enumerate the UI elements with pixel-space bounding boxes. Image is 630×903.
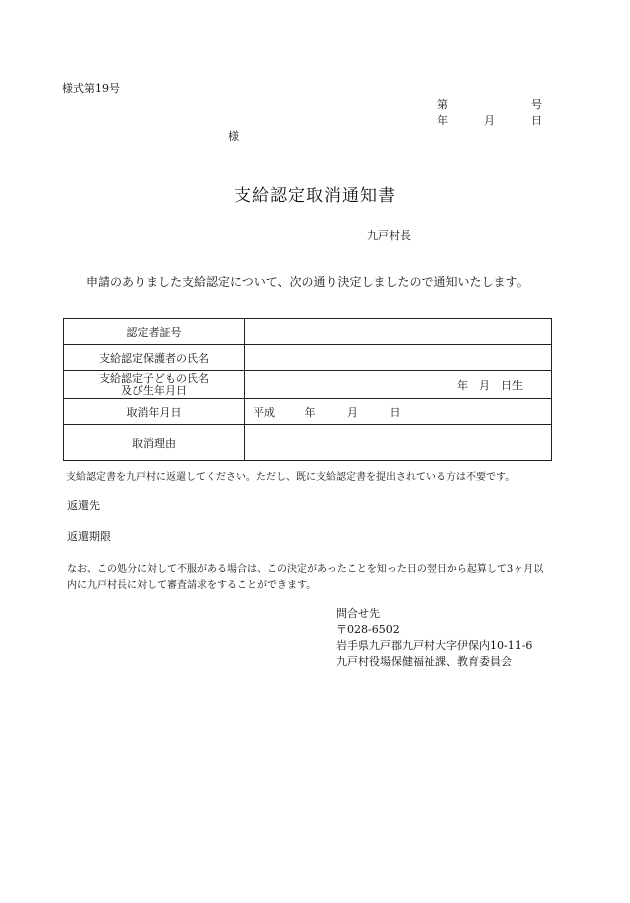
- appeal-notice-line2: 内に九戸村長に対して審査請求をすることができます。: [67, 580, 317, 591]
- child-name-label-line1: 支給認定子どもの氏名: [99, 371, 209, 385]
- appeal-notice-line1: なお、この処分に対して不服がある場合は、この決定があったことを知った日の翌日から起算して3ヶ月以: [67, 564, 544, 575]
- document-title: 支給認定取消通知書: [234, 186, 396, 206]
- child-name-label-line2: 及び生年月日: [121, 383, 187, 397]
- table-row: [64, 371, 552, 399]
- cancellation-era: 平成: [253, 405, 275, 419]
- return-to-label: 返還先: [67, 499, 100, 512]
- contact-postal-code: 〒028-6502: [336, 623, 400, 636]
- issuer: 九戸村長: [367, 229, 411, 242]
- child-name-label: [64, 371, 245, 399]
- table-row: [64, 345, 552, 371]
- date-year: 年: [437, 114, 448, 127]
- return-note: 支給認定書を九戸村に返還してください。ただし、既に支給認定書を提出されている方は不要です。: [66, 472, 516, 483]
- cancellation-reason-value: [245, 425, 552, 461]
- date-day: 日: [531, 114, 542, 127]
- certificate-number-label: 認定者証号: [64, 319, 245, 345]
- contact-heading: 問合せ先: [336, 607, 380, 620]
- contact-address: 岩手県九戸郡九戸村大字伊保内10-11-6: [336, 639, 533, 652]
- cancellation-date-label: 取消年月日: [64, 399, 245, 425]
- intro-text: 申請のありました支給認定について、次の通り決定しましたので通知いたします。: [86, 275, 529, 289]
- addressee-suffix: 様: [228, 130, 239, 143]
- cancellation-day: 日: [389, 405, 401, 419]
- guardian-name-value: [245, 345, 552, 371]
- child-name-label-text: [99, 373, 209, 397]
- return-deadline-label: 返還期限: [67, 530, 111, 543]
- cancellation-year: 年: [304, 405, 316, 419]
- table-row: [64, 425, 552, 461]
- table-row: [64, 319, 552, 345]
- decision-table: [63, 318, 552, 461]
- document-number-prefix: 第: [437, 98, 448, 111]
- form-number: 様式第19号: [62, 82, 120, 95]
- child-birthdate-value: 年 月 日生: [245, 371, 552, 399]
- contact-department: 九戸村役場保健福祉課、教育委員会: [336, 655, 512, 668]
- certificate-number-value: [245, 319, 552, 345]
- cancellation-reason-label: 取消理由: [64, 425, 245, 461]
- table-row: [64, 399, 552, 425]
- cancellation-date-value: [245, 399, 552, 425]
- cancellation-month: 月: [347, 405, 358, 419]
- guardian-name-label: 支給認定保護者の氏名: [64, 345, 245, 371]
- document-number-suffix: 号: [531, 98, 542, 111]
- date-month: 月: [484, 114, 495, 127]
